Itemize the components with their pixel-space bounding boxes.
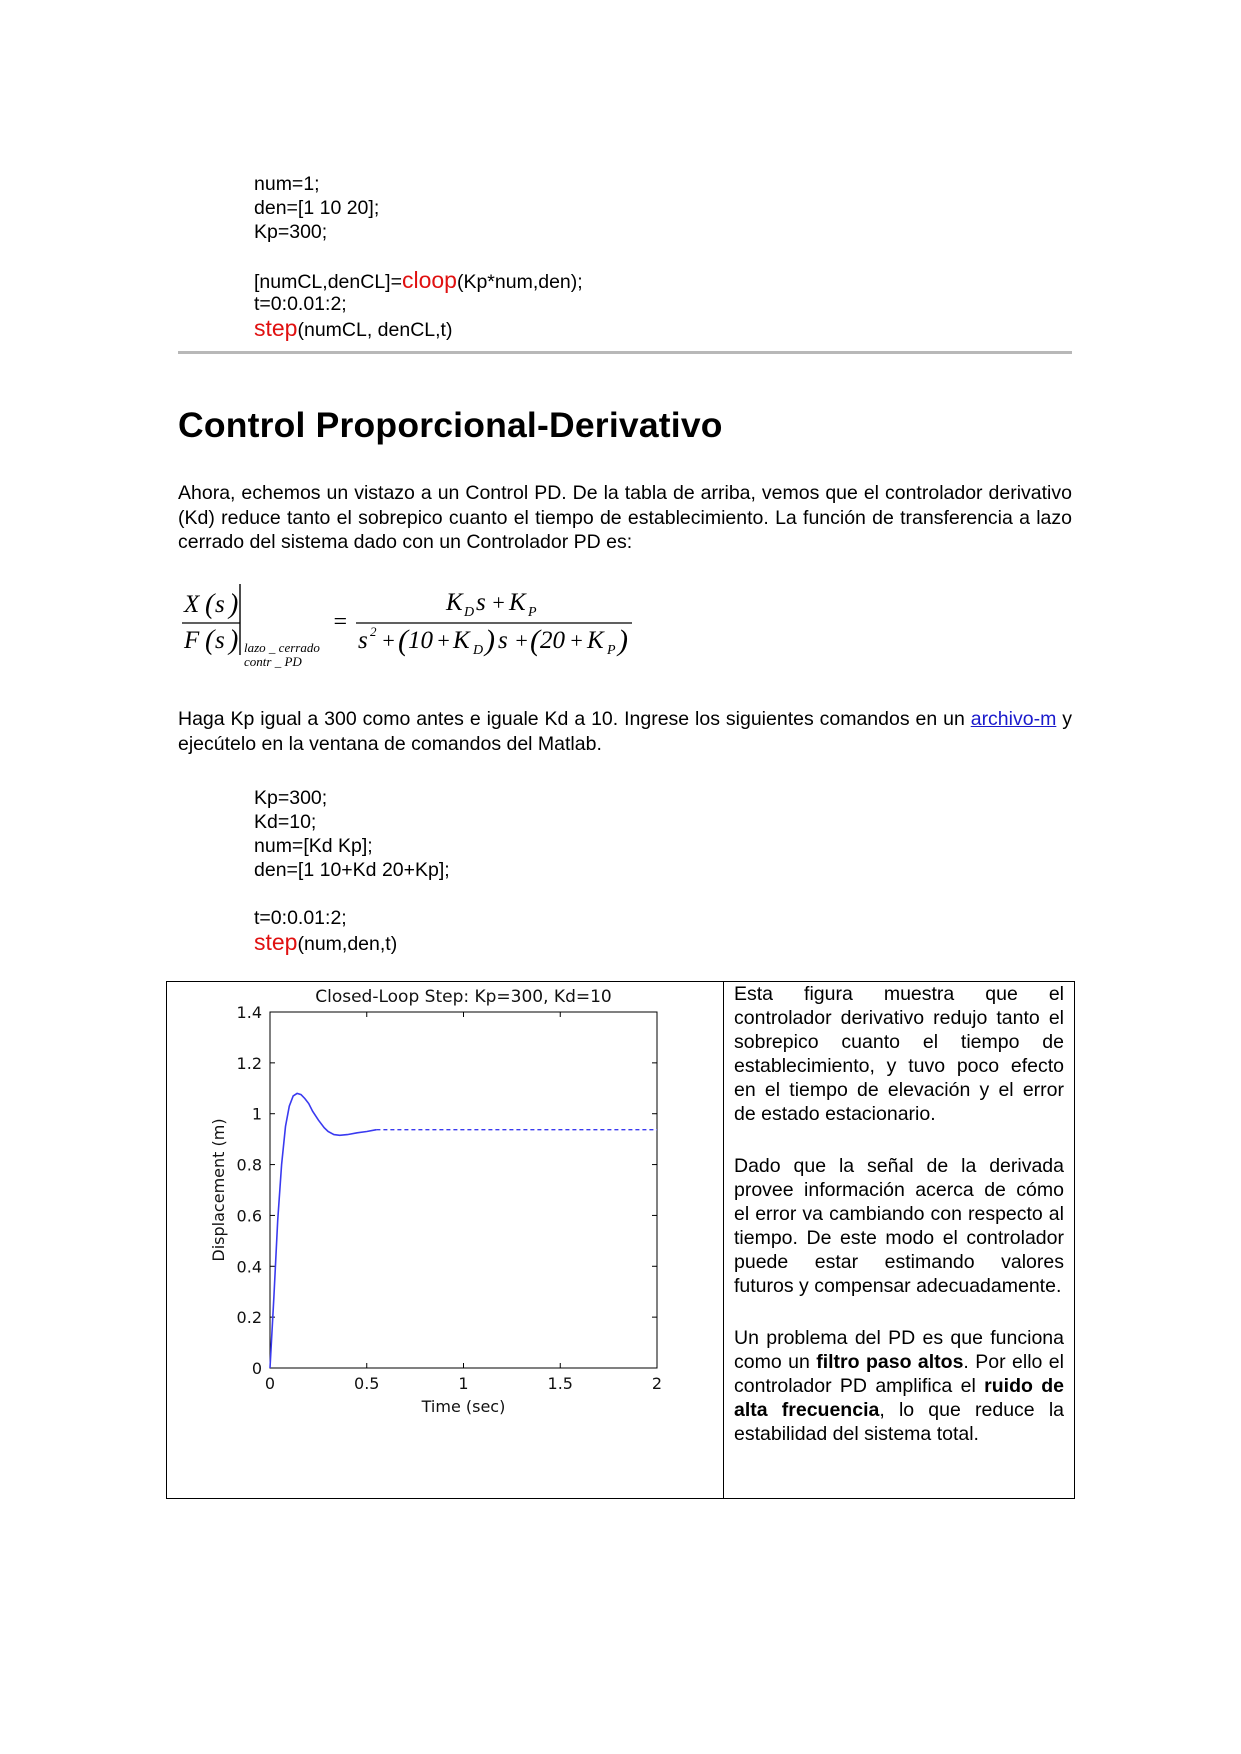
y-tick-label: 0.6 — [236, 1206, 262, 1226]
paragraph-text: . Por ello el controlador PD amplifica el — [734, 1351, 1064, 1397]
eq-den-20: 20 — [540, 627, 565, 654]
eq-paren: ) — [618, 624, 628, 657]
code-line: den=[1 10+Kd 20+Kp]; — [254, 859, 450, 881]
code-keyword: step — [254, 315, 298, 341]
code-line-blank — [254, 244, 583, 268]
eq-den-plus: + — [514, 628, 529, 653]
code-line — [254, 316, 583, 340]
eq-paren: ) — [229, 589, 239, 620]
code-text: (numCL, denCL,t) — [297, 319, 453, 341]
code-line: num=[Kd Kp]; — [254, 835, 373, 857]
code-line — [254, 930, 450, 954]
code-line — [254, 268, 583, 292]
code-line: t=0:0.01:2; — [254, 293, 347, 315]
eq-var: s — [215, 627, 225, 654]
y-tick-label: 1 — [251, 1104, 262, 1124]
side-paragraph-3 — [734, 1326, 1064, 1446]
y-tick-label: 0.2 — [236, 1308, 262, 1328]
code-line: Kp=300; — [254, 221, 328, 243]
side-text-cell — [724, 982, 1075, 1499]
eq-num-k: K — [509, 589, 526, 616]
y-tick-label: 1.4 — [236, 1003, 262, 1022]
step-response-plot — [167, 982, 723, 1493]
eq-lhs-den: F — [184, 627, 200, 654]
side-paragraph-1: Esta figura muestra que el controlador derivativo redujo tanto el sobrepico cuanto el tiempo de establecimiento, y tuvo poco efecto en el tiempo de elevación y el error de estado estacionario. — [734, 983, 1064, 1125]
eq-equals: = — [332, 609, 349, 635]
paragraph-text: Un problema del PD es que funciona como un — [734, 1327, 1064, 1373]
eq-den-plus: + — [569, 628, 584, 653]
eq-paren: ( — [205, 589, 215, 620]
eq-den-exp: 2 — [370, 624, 377, 639]
side-paragraph-2: Dado que la señal de la derivada provee información acerca de cómo el error va cambiando con respecto al tiempo. De este modo el controlador puede estar estimando valores futuros y compensar adecuadamente. — [734, 1155, 1064, 1297]
x-tick-label: 0 — [264, 1374, 276, 1393]
eq-den-plus: + — [381, 628, 396, 653]
eq-subscript: lazo _ cerrado — [244, 640, 320, 655]
eq-den-s: s — [358, 627, 368, 654]
eq-den-sub: P — [607, 643, 616, 658]
eq-num-plus: + — [491, 590, 506, 615]
figure-table — [166, 981, 1075, 1499]
eq-num-s: s — [476, 589, 486, 616]
code-line: Kp=300; — [254, 787, 328, 809]
y-tick-label: 0 — [251, 1359, 262, 1378]
eq-paren: ) — [229, 625, 239, 656]
y-tick-label: 0.8 — [236, 1155, 262, 1175]
eq-num-sub: D — [464, 605, 475, 620]
code-text: (num,den,t) — [297, 933, 398, 955]
eq-lhs-num: X — [184, 591, 200, 618]
eq-num-sub: P — [528, 605, 537, 620]
paragraph-text: Haga Kp igual a 300 como antes e iguale Kd a 10. Ingrese los siguientes comandos en un — [178, 708, 971, 730]
code-block-1 — [254, 172, 583, 340]
y-tick-label: 0.4 — [236, 1257, 262, 1277]
code-keyword: step — [254, 929, 298, 955]
eq-paren: ( — [530, 624, 540, 657]
eq-paren: ( — [398, 624, 408, 657]
bold-term: filtro paso altos — [816, 1351, 964, 1373]
code-text: [numCL,denCL]= — [254, 271, 402, 293]
transfer-function-equation — [178, 582, 648, 678]
section-heading: Control Proporcional-Derivativo — [178, 405, 723, 445]
code-line-blank — [254, 882, 450, 906]
horizontal-rule — [178, 351, 1072, 354]
eq-den-sub: D — [473, 643, 484, 658]
x-tick-label: 0.5 — [354, 1374, 380, 1393]
plot-cell — [167, 982, 724, 1499]
series-line-solid — [270, 1093, 376, 1368]
eq-den-10: 10 — [408, 627, 433, 654]
paragraph-text: y ejecútelo en la ventana de comandos del Matlab. — [178, 708, 1072, 755]
x-axis-label: Time (sec) — [421, 1397, 506, 1416]
code-block-2 — [254, 786, 450, 954]
code-keyword: cloop — [401, 267, 457, 293]
eq-paren: ( — [205, 625, 215, 656]
eq-den-plus: + — [436, 628, 451, 653]
x-tick-label: 1.5 — [547, 1374, 573, 1393]
paragraph-text: , lo que reduce la estabilidad del sistema total. — [734, 1399, 1064, 1445]
eq-paren: ) — [485, 624, 495, 657]
archivo-m-link[interactable]: archivo-m — [970, 708, 1057, 730]
eq-den-k: K — [453, 627, 470, 654]
eq-subscript: contr _ PD — [244, 654, 302, 669]
plot-axes-box — [270, 1012, 657, 1368]
code-line: den=[1 10 20]; — [254, 197, 380, 219]
eq-den-s: s — [498, 627, 508, 654]
code-text: (Kp*num,den); — [456, 271, 583, 293]
x-tick-label: 1 — [458, 1374, 469, 1393]
eq-den-k: K — [587, 627, 604, 654]
bold-term: ruido de alta frecuencia — [734, 1375, 1064, 1421]
plot-title: Closed-Loop Step: Kp=300, Kd=10 — [315, 987, 612, 1007]
x-tick-label: 2 — [651, 1374, 663, 1393]
code-line: num=1; — [254, 173, 320, 195]
intro-paragraph: Ahora, echemos un vistazo a un Control PD. De la tabla de arriba, vemos que el controlador derivativo (Kd) reduce tanto el sobrepico cuanto el tiempo de establecimiento. La función de transferencia a lazo cerrado del sistema dado con un Controlador PD es: — [178, 482, 1072, 553]
eq-var: s — [215, 591, 225, 618]
code-line: t=0:0.01:2; — [254, 907, 347, 929]
eq-num-k: K — [446, 589, 463, 616]
y-axis-label: Displacement (m) — [209, 1118, 228, 1262]
y-tick-label: 1.2 — [236, 1053, 262, 1073]
code-line: Kd=10; — [254, 811, 317, 833]
instruction-paragraph — [178, 707, 1072, 756]
